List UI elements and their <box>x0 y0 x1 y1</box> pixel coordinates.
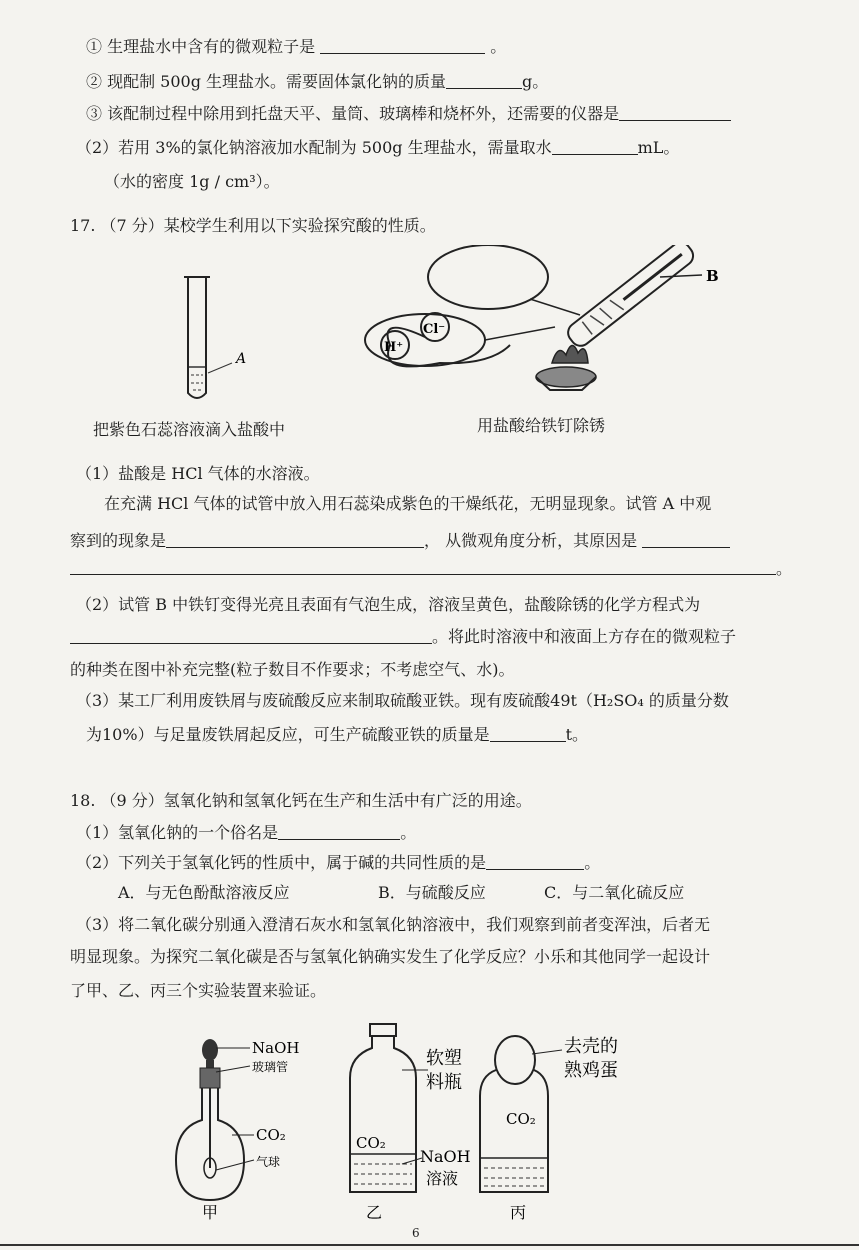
caption-yi: 乙 <box>366 1203 383 1220</box>
q17-blank-phenomenon[interactable] <box>166 531 424 548</box>
page-number: 6 <box>412 1226 420 1240</box>
q16-blank-2[interactable] <box>446 72 522 89</box>
q17-part-1: （1）盐酸是 HCl 气体的水溶液。 <box>76 464 320 483</box>
bing-label-egg-1: 去壳的 <box>564 1036 618 1057</box>
q16-part-2: （2）若用 3%的氯化钠溶液加水配制为 500g 生理盐水，需量取水 mL。 <box>76 138 680 157</box>
iron-nail-apparatus <box>365 245 702 390</box>
q16-water-density-note: （水的密度 1g / cm³）。 <box>104 172 280 191</box>
q17-part-1-body-b: 察到的现象是 ， 从微观角度分析，其原因是 <box>70 530 730 552</box>
apparatus-jia <box>176 1039 254 1200</box>
caption-jia: 甲 <box>202 1203 219 1220</box>
q18-part-3-b: 明显现象。为探究二氧化碳是否与氢氧化钠确实发生了化学反应？小乐和其他同学一起设计 <box>70 947 711 966</box>
q16-item-2: ② 现配制 500g 生理盐水。需要固体氯化钠的质量 g。 <box>86 72 549 91</box>
q18-part-3-c: 了甲、乙、丙三个实验装置来验证。 <box>70 981 327 1000</box>
apparatus-yi <box>350 1024 428 1192</box>
q18-blank-name[interactable] <box>278 823 400 840</box>
q18-apparatus-figures <box>170 1020 690 1220</box>
yi-label-bottle-2: 料瓶 <box>426 1072 462 1093</box>
test-tube-a-figure <box>184 277 232 398</box>
caption-bing: 丙 <box>510 1203 527 1220</box>
q17-part-3-b: 为10%）与足量废铁屑起反应，可生产硫酸亚铁的质量是 t。 <box>86 725 589 744</box>
q16-blank-4[interactable] <box>552 138 638 155</box>
q18-option-c[interactable]: C．与二氧化硫反应 <box>544 883 685 902</box>
jia-label-tube: 玻璃管 <box>252 1060 289 1074</box>
jia-label-naoh: NaOH <box>252 1039 300 1057</box>
q18-option-b[interactable]: B．与硫酸反应 <box>378 883 486 902</box>
speech-bubble-ions <box>388 328 510 367</box>
bing-label-egg-2: 熟鸡蛋 <box>564 1060 618 1081</box>
q17-part-3: （3）某工厂利用废铁屑与废硫酸反应来制取硫酸亚铁。现有废硫酸49t（H₂SO₄ 的质量分数 <box>76 691 729 710</box>
q17-part-2-b: 。将此时溶液中和液面上方存在的微观粒子 <box>70 626 736 648</box>
q16-blank-3[interactable] <box>619 104 731 121</box>
q18-part-3-a: （3）将二氧化碳分别通入澄清石灰水和氢氧化钠溶液中，我们观察到前者变浑浊，后者无 <box>76 915 711 934</box>
yi-label-naoh: NaOH <box>420 1147 471 1166</box>
q16-item-1: ① 生理盐水中含有的微观粒子是 。 <box>86 37 507 56</box>
ion-h: H⁺ <box>384 340 404 355</box>
q18-blank-choice[interactable] <box>486 853 584 870</box>
q17-blank-reason[interactable] <box>642 531 730 548</box>
q17-answer-line[interactable] <box>70 574 776 575</box>
q18-part-1: （1）氢氧化钠的一个俗名是 。 <box>76 823 417 842</box>
q16-blank-1[interactable] <box>320 37 485 54</box>
q17-part-2-c: 的种类在图中补充完整(粒子数目不作要求；不考虑空气、水)。 <box>70 660 515 679</box>
figure-caption-rust-removal: 用盐酸给铁钉除锈 <box>477 416 606 435</box>
yi-label-solution: 溶液 <box>426 1169 459 1188</box>
bing-label-co2: CO₂ <box>506 1110 536 1128</box>
q18-option-a[interactable]: A．与无色酚酞溶液反应 <box>118 883 290 902</box>
q17-part-2: （2）试管 B 中铁钉变得光亮且表面有气泡生成，溶液呈黄色，盐酸除锈的化学方程式为 <box>76 595 701 614</box>
label-a: A <box>236 351 247 367</box>
q17-figures <box>60 245 780 425</box>
label-b: B <box>706 267 719 285</box>
yi-label-bottle-1: 软塑 <box>426 1048 462 1069</box>
q17-blank-mass[interactable] <box>490 725 566 742</box>
ion-cl: Cl⁻ <box>423 322 446 337</box>
page-bottom-rule <box>0 1244 859 1246</box>
q17-part-1-body-a: 在充满 HCl 气体的试管中放入用石蕊染成紫色的干燥纸花，无明显现象。试管 A 中观 <box>104 494 712 513</box>
jia-label-balloon: 气球 <box>256 1155 281 1169</box>
q18-part-2: （2）下列关于氢氧化钙的性质中，属于碱的共同性质的是 。 <box>76 853 601 872</box>
q18-heading: 18. （9 分）氢氧化钠和氢氧化钙在生产和生活中有广泛的用途。 <box>70 791 532 810</box>
q17-heading: 17. （7 分）某校学生利用以下实验探究酸的性质。 <box>70 216 436 235</box>
figure-caption-litmus: 把紫色石蕊溶液滴入盐酸中 <box>93 420 286 439</box>
q16-item-3: ③ 该配制过程中除用到托盘天平、量筒、玻璃棒和烧杯外，还需要的仪器是 <box>86 103 731 125</box>
q17-blank-equation[interactable] <box>70 627 432 644</box>
jia-label-co2: CO₂ <box>256 1126 286 1144</box>
yi-label-co2: CO₂ <box>356 1134 386 1152</box>
